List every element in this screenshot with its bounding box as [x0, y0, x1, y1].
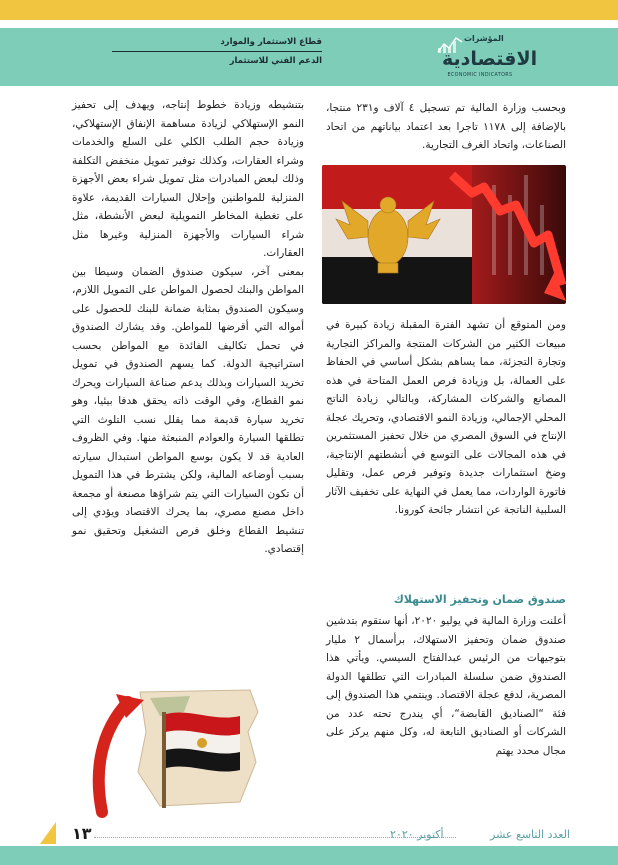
- left-column: [72, 96, 304, 559]
- right-paragraph-1: وبحسب وزارة المالية تم تسجيل ٤ آلاف و٢٣١ منتجا، بالإضافة إلى ١١٧٨ تاجرا بعد اعتماد بياناتهم من اتحاد الصناعات، واتحاد الغرف التجارية.: [326, 102, 567, 151]
- right-column-bottom: [326, 316, 566, 520]
- page-number: ١٣: [72, 824, 92, 843]
- logo-english: ECONOMIC INDICATORS: [447, 73, 513, 78]
- sector-line-2: الدعم الفني للاستثمار: [229, 56, 322, 66]
- right-column-top: [326, 99, 566, 155]
- footer-date: أكتوبر ٢٠٢٠: [390, 828, 444, 841]
- egypt-flag-map-illustration: [80, 672, 298, 823]
- logo-title: الاقتصادية: [442, 48, 538, 70]
- top-accent-bar: [0, 0, 618, 20]
- egypt-eagle-chart-image: [322, 165, 566, 304]
- sector-divider: [112, 51, 322, 52]
- footer-triangle: [40, 822, 56, 844]
- egypt-eagle-chart-illustration: [322, 165, 566, 304]
- left-paragraph-2: بمعنى آخر، سيكون صندوق الضمان وسيطا بين المواطن والبنك لحصول المواطن على التمويل اللازم، وسيكون الصندوق بمثابة ضمانة للبنك للحصول على أمواله التي أقرضها للمواطن. وقد يشارك الصندوق في تحمل تكاليف الفائدة مع المواطن بحسب استراتيجية الدولة. كما يسهم الصندوق في تمويل تخريد السيارات وبذلك يدعم صناعة السيارات ويحرك نمو القطاع، وفي الوقت ذاته يحقق هدفا بيئيا، وهو تخريد سيارة قديمة مما يقلل نسب التلوث التي تطلقها السيارة والعوادم المنبعثة منها. وفي الظروف العادية قد لا يكون بوسع المواطن استبدال سيارته بسبب أوضاعه المالية، ولكن يشترط في هذا التمويل أن تكون السيارات التي يتم شراؤها مصنعة أو مجمعة داخل مصنع مصري، بما يحرك الاقتصاد ويؤدي إلى تنشيط القطاع وخلق فرص التشغيل وتحقيق نمو إقتصادي.: [72, 265, 304, 555]
- right-paragraph-2: ومن المتوقع أن تشهد الفترة المقبلة زيادة كبيرة في مبيعات الكثير من الشركات المنتجة والمراكز التجارية وتجارة التجزئة، مما يساهم بشكل أساسي في الحفاظ على العمالة، بل وزيادة فرص العمل المتاحة في هذه المصانع والشركات المشاركة، وبالتالي زيادة الناتج المحلي الإجمالي، وزيادة النمو الاقتصادي، وتحريك عجلة الإنتاج في السوق المصري من خلال تحفيز المستثمرين في هذه المجالات على التوسع في أنشطتهم الإنتاجية، وضخ استثمارات جديدة وتوفير فرص عمل، وتقليل فاتورة الواردات، مما يعمل في النهاية على تخفيف الآثار السلبية الناتجة عن انتشار جائحة كورونا.: [326, 319, 566, 516]
- section-title: صندوق ضمان وتحفيز الاستهلاك: [393, 593, 566, 606]
- right-column-section: [326, 612, 566, 760]
- egypt-flag-map-image: [80, 672, 298, 823]
- publication-logo: [436, 32, 538, 82]
- sector-line-1: قطاع الاستثمار والموارد: [220, 37, 322, 47]
- page-header: [0, 28, 618, 86]
- left-paragraph-1: بتنشيطه وزيادة خطوط إنتاجه، ويهدف إلى تحفيز النمو الإستهلاكي لزيادة مساهمة الإنفاق الإستهلاكي، وزيادة حجم الطلب الكلي على السلع والخدمات وشراء العقارات، وكذلك توفير تمويل منخفض التكلفة وذلك لبعض المبادرات مثل تمويل شراء بعض الأجهزة المنزلية للمواطنين وإحلال السيارات القديمة، علاوة على تغطية المخاطر التمويلية لبعض الأنشطة، مثل شراء السيارات والأجهزة المنزلية وغيرها مثل العقارات.: [72, 99, 304, 259]
- sector-label: [112, 34, 322, 69]
- logo-small-text: المؤشرات: [464, 34, 504, 43]
- right-paragraph-3: أعلنت وزارة المالية في يوليو ٢٠٢٠، أنها ستقوم بتدشين صندوق ضمان وتحفيز الاستهلاك، برأسمال ٢ مليار بتوجيهات من الرئيس عبدالفتاح السيسي. ويأتي هذا الصندوق ضمن سلسلة المبادرات التي تطلقها الدولة المصرية، لدفع عجلة الاقتصاد. وينتمي هذا الصندوق إلى فئة “الصناديق القابضة“، أي يندرج تحته عدد من الشركات أو الصناديق التابعة له، وكل منهم يركز على مجال محدد يهتم: [326, 615, 567, 757]
- footer-issue: العدد التاسع عشر: [490, 828, 570, 841]
- bottom-accent-bar: [0, 846, 618, 865]
